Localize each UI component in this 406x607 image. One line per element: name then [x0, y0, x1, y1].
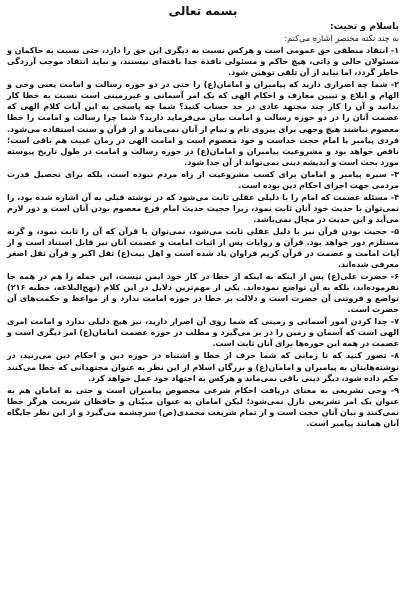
paragraph-number: ۱-	[390, 46, 399, 56]
paragraph-text: شما چه اصراری دارید که پیامبران و امامان(ع) را حتی در دو حوزه رسالت و امامت یعنی وحی و الهام و ابلاغ و تبیین معارف و احکام الهی که یک امر آسمانی و غیرزمینی است نسبت به خطا کار بدانید و آن را کار چند مجتهد عادی در حد حساب کنید؟ شما چه پاسخی به این آیات کلام الهی که عصمت آنان را در دو حوزه رسالت و امامت بیان می‌فرماید دارید؟ شما چرا رسالت و امامت را خطا معصوم نباشند هیچ وجهی برای پیروی تام و تمام از آنان نمی‌ماند و از قرآن و سنت استفاده می‌شود. فردی پیامبر یا امام حجت خداست و خود معصوم است و امامت الهی در زمان غیبت هم باقی است؛ ناقص خواهد بود و مشروعیت پیامبران و امامان(ع) در حوزه رسالت و امامت در طول تاریخ پیوسته مورد بحث است و اندیشه دینی نمی‌تواند از آن جدا شود.	[7, 80, 399, 167]
paragraph-5	[7, 226, 399, 270]
paragraph-number: ۳-	[390, 169, 399, 179]
paragraph-text: حجیت بودن قرآن نیز با دلیل عقلی ثابت می‌شود، نمی‌توان با قرآن که آن را ثابت نمود، و گرنه مستلزم دور خواهد بود. قرآن و روایات پس از اثبات امامت و عصمت آنان نیز قابل استناد است و از آیات امامت و عصمت در قرآن کریم فراوان یاد شده است و اهل بیت(ع) ثقل اکبر و قرآن ثقل اصغر معرفی شده‌اند.	[7, 226, 399, 270]
paragraph-1	[7, 45, 399, 78]
intro-line: به چند نکته مختصر اشاره می‌کنم:	[284, 33, 399, 43]
paragraph-number: ۹-	[390, 385, 399, 395]
paragraph-text: وحی تشریعی به معنای دریافت احکام شرعی مخصوص پیامبران است و حتی به امامان هم به عنوان یک امر تشریعی نازل نمی‌شود؛ لیکن امامان به عنوان مبیّنان و حافظان شریعت هرگز خطا نمی‌کنند و بیان آنان حجت است و از تمام شریعت محمدی(ص) سرچشمه می‌گیرد و از این نظر جایگاه آنان همانند پیامبر است.	[7, 385, 399, 428]
paragraph-number: ۲-	[390, 80, 399, 90]
paragraph-3	[7, 169, 399, 191]
paragraph-6	[7, 271, 399, 315]
paragraph-9	[7, 385, 399, 429]
paragraph-8	[7, 350, 399, 383]
paragraph-2	[7, 79, 399, 167]
page-title: بسمه تعالی	[168, 4, 238, 18]
paragraph-number: ۵-	[390, 226, 399, 236]
paragraph-text: مسئله عصمت که امام را با دلیلی عقلی ثابت می‌شود که در نوشته قبلی به آن اشاره شده بود، را نمی‌توان با حدیث خود آنان ثابت نمود، زیرا حجیت حدیث امام فرع معصوم بودن آنان است و دور لازم می‌آید و این حدیث در مجال نمی‌باشد.	[7, 192, 399, 224]
paragraph-text: جدا کردن امور آسمانی و زمینی که شما روی آن اصرار دارید، نیز هیچ دلیلی ندارد و امامت امری الهی است که آسمان و زمین را در بر می‌گیرد و مطلب در حوزه عصمت امامان(ع) امر دیگری است و عصمت در همه این حوزه‌ها برای آنان ثابت است.	[7, 317, 399, 349]
paragraph-7	[7, 316, 399, 349]
paragraph-number: ۶-	[390, 272, 399, 282]
paragraph-text: انتقاد منطقی حق عمومی است و هرکس نسبت به دیگری این حق را دارد، حتی نسبت به حاکمان و مسئولان حالی و ذاتی، هیچ حاکم و مسئولی نافذة جدا بافته‌ای نیستند، و نباید انتقاد موجب آزردگی خاطر گردد، اما نباید از آن تلقی توهین شود.	[7, 46, 399, 78]
paragraph-text: تصور کنید که تا زمانی که شما حرف از خطا و اشتباه در حوزه دین و احکام دین می‌زنید، در نوشته‌هایتان به پیامبران و امامان(ع) و بزرگان اسلام از این نظر به عنوان مجتهدانی که خطا می‌کنند حکم داده شود، دیگر دینی باقی نمی‌ماند و هرکس به اجتهاد خود عمل خواهد کرد.	[7, 351, 399, 383]
paragraph-number: ۸-	[390, 351, 400, 361]
paragraph-text: سیره پیامبر و امامان برای کسب مشروعیت از راه مردم نبوده است، بلکه برای تحصیل قدرت مردمی جهت اجرای احکام دین بوده است.	[7, 169, 399, 190]
greeting: باسلام و تحیت:	[330, 21, 399, 32]
paragraph-number: ۴-	[390, 192, 399, 202]
paragraph-text: حضرت علی(ع) پس از اینکه به اینکه از خطا در کار خود ایمن نیست، این جمله را هم در همه جا نفرموده‌اند، بلکه به آن تواضع نموده‌اند. یکی از مهم‌ترین دلایل در این کلام (نهج‌البلاغه، خطبه ۲۱۶) تواضع و فروتنی آن حضرت است و دلالت بر خطا در حوزه امامت ندارد و از مواعظ و حکمت‌های آن حضرت است.	[7, 272, 399, 315]
paragraph-4	[7, 192, 399, 225]
paragraph-number: ۷-	[390, 317, 399, 327]
